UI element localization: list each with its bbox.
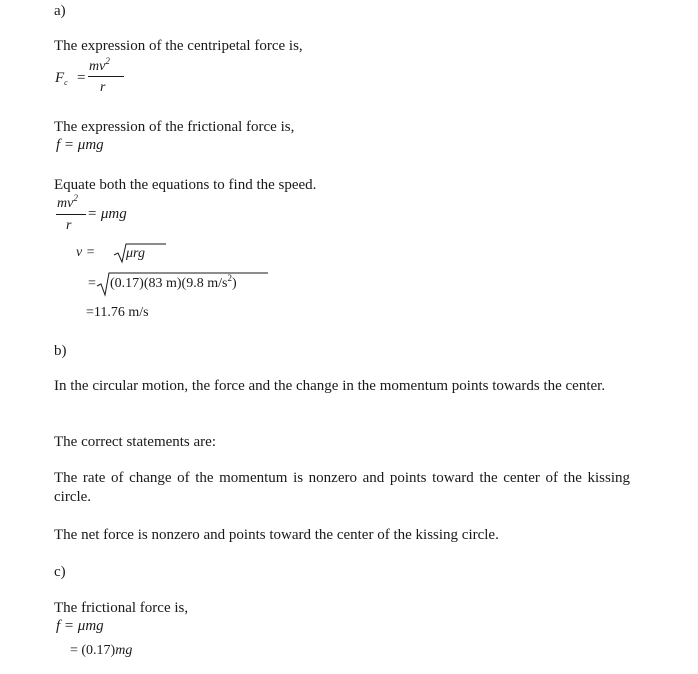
substitution-square: 2 — [227, 273, 232, 283]
part-c-friction-intro: The frictional force is, — [54, 600, 189, 616]
part-a-label: a) — [54, 3, 66, 19]
centripetal-intro: The expression of the centripetal force is, — [54, 38, 303, 54]
centripetal-square: 2 — [105, 56, 110, 66]
speed-result: =11.76 m/s — [86, 305, 149, 320]
part-c-label: c) — [54, 564, 66, 580]
correct-intro: The correct statements are: — [54, 434, 216, 450]
part-c-substitution-value: = (0.17) — [70, 643, 116, 658]
centripetal-equals: = — [77, 70, 86, 86]
part-c-substitution — [70, 643, 132, 659]
substitution-radical-bar — [116, 271, 268, 274]
substitution-radicand: (0.17)(83 m)(9.8 m/s — [110, 276, 228, 291]
speed-radical-bar — [134, 242, 166, 245]
centripetal-denominator: r — [100, 80, 106, 95]
substitution-equals: = — [88, 276, 96, 291]
equate-square: 2 — [73, 193, 78, 203]
part-c-friction-equation: f = μmg — [56, 618, 104, 634]
statement-net-force: The net force is nonzero and points toward the center of the kissing circle. — [54, 527, 499, 543]
part-c-substitution-tail: mg — [115, 643, 133, 658]
equate-numerator: mv — [57, 196, 74, 211]
friction-intro: The expression of the frictional force is, — [54, 119, 295, 135]
speed-radicand: μrg — [126, 246, 145, 261]
friction-equation: f = μmg — [56, 137, 104, 153]
centripetal-fraction-bar — [88, 76, 124, 77]
equate-intro: Equate both the equations to find the speed. — [54, 177, 317, 193]
equate-fraction-bar — [56, 214, 86, 215]
centripetal-subscript: c — [64, 78, 68, 87]
centripetal-lhs: F — [55, 70, 65, 86]
speed-lhs: v = — [76, 245, 96, 260]
circular-statement: In the circular motion, the force and the change in the momentum points towards the center. — [54, 378, 606, 394]
equate-denominator: r — [66, 218, 72, 233]
statement-momentum: The rate of change of the momentum is nonzero and points toward the center of the kissing circle. — [54, 470, 630, 505]
substitution-close: ) — [231, 276, 237, 291]
centripetal-numerator: mv — [89, 59, 106, 74]
part-b-label: b) — [54, 343, 67, 359]
equate-rhs: = μmg — [87, 206, 127, 222]
